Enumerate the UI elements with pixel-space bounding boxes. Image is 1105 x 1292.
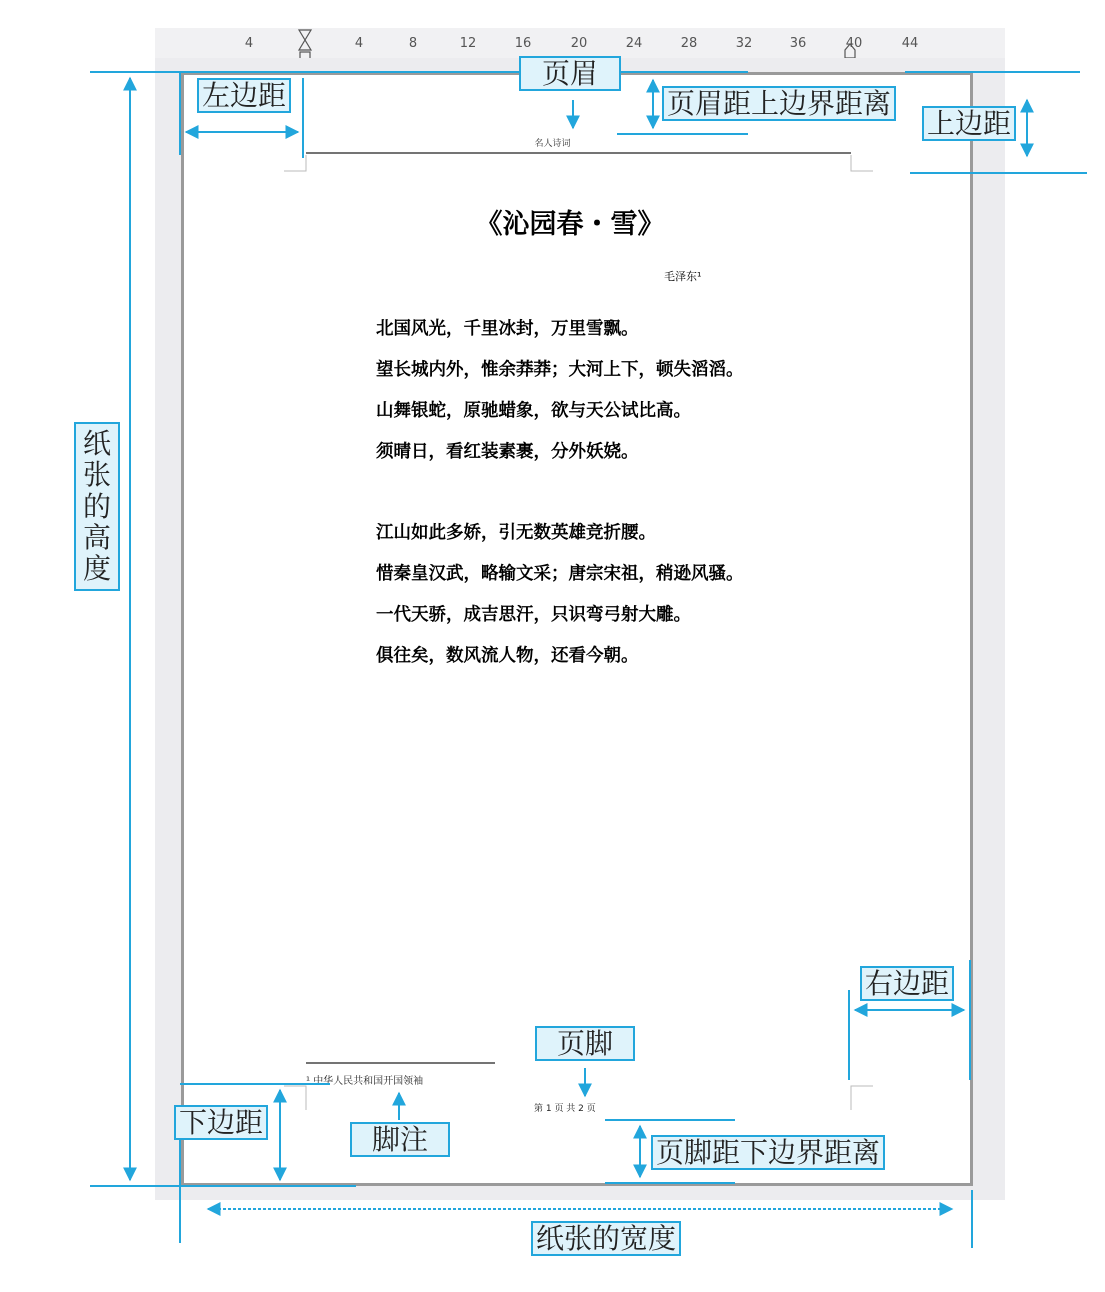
- label-bottom-margin: 下边距: [174, 1105, 268, 1140]
- ruler-tick: 44: [901, 36, 919, 51]
- poem-line: 俱往矣，数风流人物，还看今朝。: [376, 646, 639, 666]
- ruler-tick: 8: [408, 36, 418, 51]
- label-right-margin: 右边距: [860, 966, 954, 1001]
- poem-line: 江山如此多娇，引无数英雄竞折腰。: [376, 523, 656, 543]
- poem-line: 北国风光，千里冰封，万里雪飘。: [376, 319, 639, 339]
- label-footnote: 脚注: [350, 1122, 450, 1157]
- ruler-tick: 20: [570, 36, 588, 51]
- poem-line: 望长城内外，惟余莽莽；大河上下，顿失滔滔。: [376, 360, 744, 380]
- ruler-tick: 4: [244, 36, 254, 51]
- ruler-tick: 4: [354, 36, 364, 51]
- poem-line: 山舞银蛇，原驰蜡象，欲与天公试比高。: [376, 401, 691, 421]
- label-footer-to-bottom: 页脚距下边界距离: [651, 1135, 885, 1170]
- poem-author: 毛泽东¹: [664, 270, 702, 283]
- ruler-tick: 24: [625, 36, 643, 51]
- label-header-to-top: 页眉距上边界距离: [662, 86, 896, 121]
- ruler-tick: 36: [789, 36, 807, 51]
- label-paper-height: 纸张的高度: [74, 422, 120, 591]
- ruler-tick: 28: [680, 36, 698, 51]
- footer-text: 第 1 页 共 2 页: [534, 1104, 596, 1114]
- poem-line: 惜秦皇汉武，略输文采；唐宗宋祖，稍逊风骚。: [376, 564, 744, 584]
- label-paper-width: 纸张的宽度: [531, 1221, 681, 1256]
- label-left-margin: 左边距: [197, 78, 291, 113]
- ruler-tick: 16: [514, 36, 532, 51]
- ruler-tick: 12: [459, 36, 477, 51]
- poem-line: 一代天骄，成吉思汗，只识弯弓射大雕。: [376, 605, 691, 625]
- header-text: 名人诗词: [534, 139, 571, 149]
- ruler-tick: 40: [845, 36, 863, 51]
- crop-mark-bottom-left: [284, 1086, 306, 1110]
- label-header: 页眉: [519, 56, 621, 91]
- crop-mark-bottom-right: [851, 1086, 873, 1110]
- ruler-tick: 32: [735, 36, 753, 51]
- crop-mark-top-right: [851, 155, 873, 171]
- label-footer: 页脚: [535, 1026, 635, 1061]
- label-top-margin: 上边距: [922, 106, 1016, 141]
- poem-line: 须晴日，看红装素裹，分外妖娆。: [376, 442, 639, 462]
- footnote-text: ¹ 中华人民共和国开国领袖: [306, 1076, 424, 1087]
- poem-title: 《沁园春・雪》: [475, 209, 665, 240]
